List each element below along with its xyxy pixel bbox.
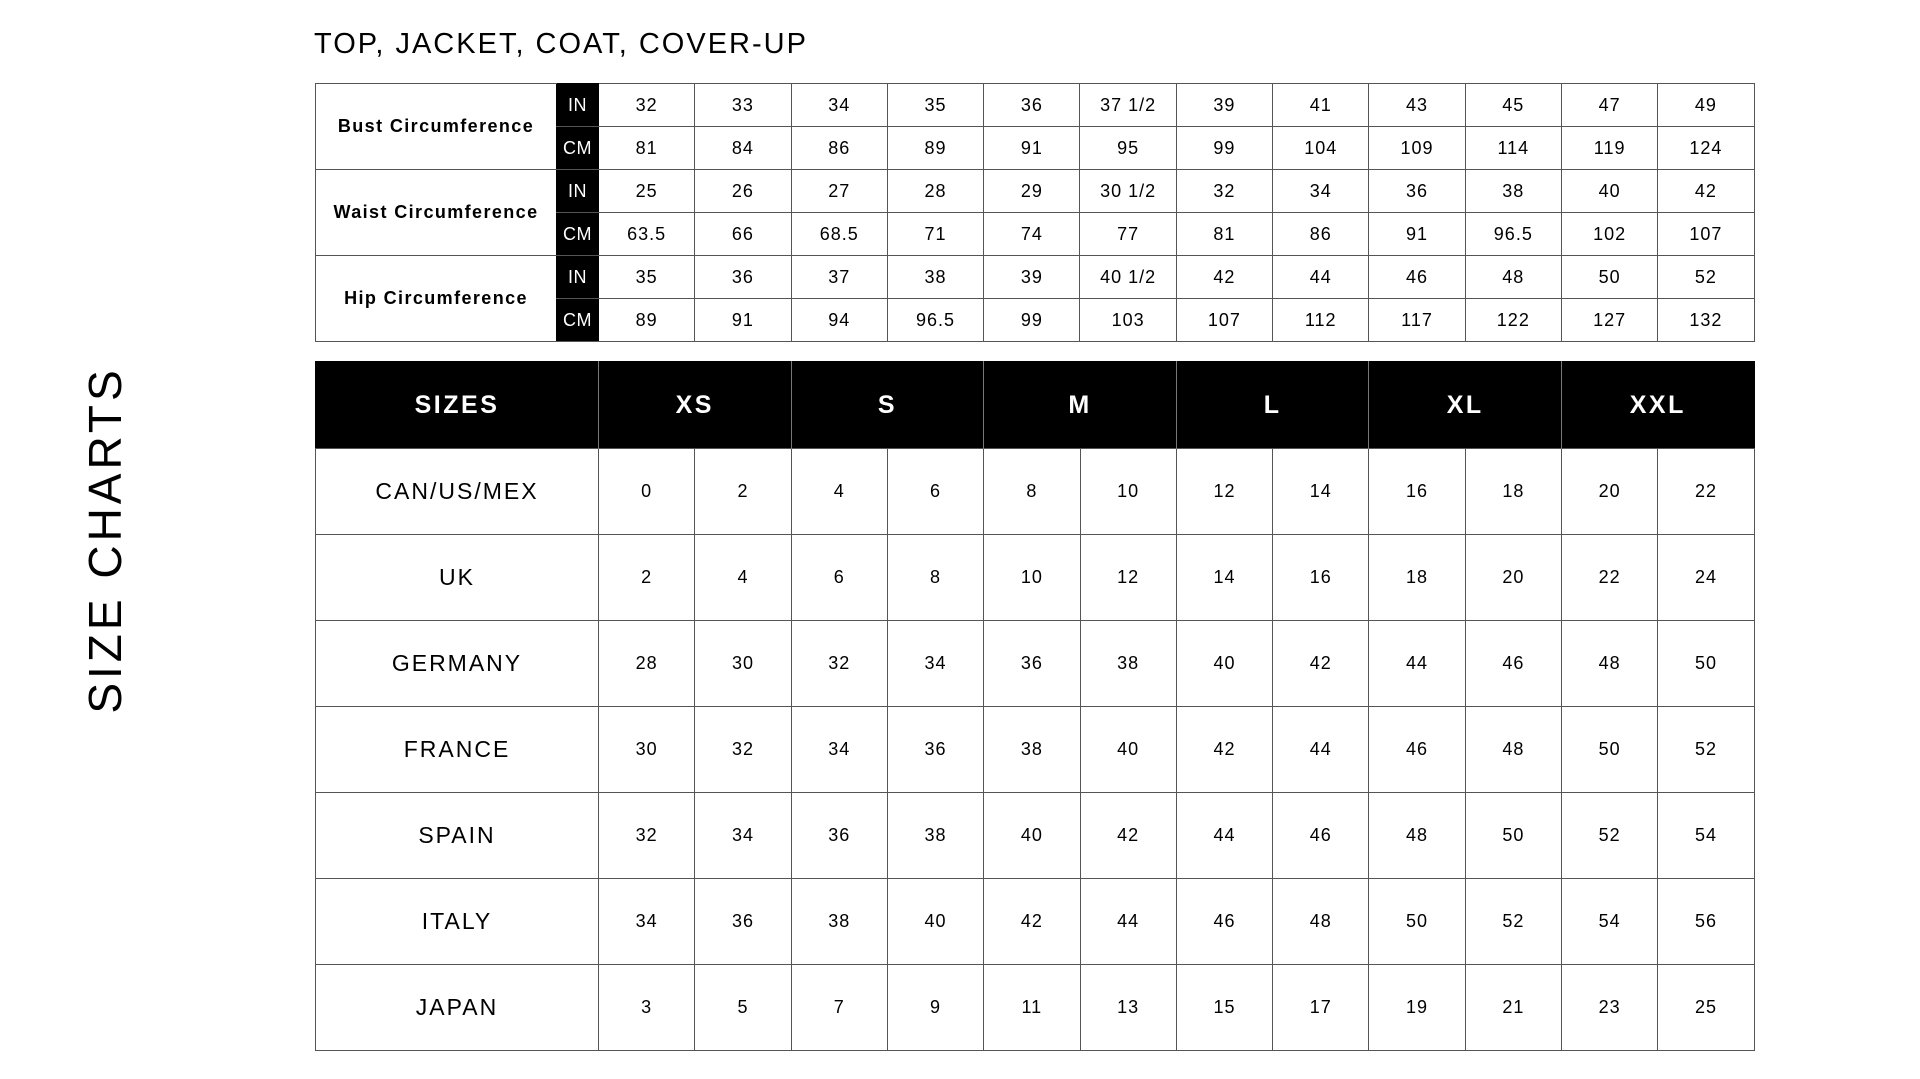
measurement-value: 36 — [984, 84, 1080, 127]
size-value: 10 — [1080, 449, 1176, 535]
measurement-value: 28 — [887, 170, 983, 213]
size-value: 30 — [695, 621, 791, 707]
size-value: 38 — [887, 793, 983, 879]
measurement-value: 33 — [695, 84, 791, 127]
measurement-value: 42 — [1176, 256, 1272, 299]
size-value: 11 — [984, 965, 1080, 1051]
measurement-value: 66 — [695, 213, 791, 256]
size-value: 19 — [1369, 965, 1465, 1051]
size-group-header: S — [791, 362, 984, 449]
document-title: TOP, JACKET, COAT, COVER-UP — [314, 28, 808, 60]
measurement-value: 107 — [1176, 299, 1272, 342]
size-value: 32 — [599, 793, 695, 879]
size-value: 48 — [1369, 793, 1465, 879]
size-value: 48 — [1465, 707, 1561, 793]
unit-badge: CM — [557, 299, 599, 342]
measurement-value: 40 1/2 — [1080, 256, 1176, 299]
measurement-row — [316, 256, 1755, 299]
size-value: 34 — [695, 793, 791, 879]
measurement-value: 96.5 — [1465, 213, 1561, 256]
measurement-value: 40 — [1561, 170, 1657, 213]
measurement-value: 39 — [984, 256, 1080, 299]
size-value: 46 — [1465, 621, 1561, 707]
size-value: 6 — [791, 535, 887, 621]
size-value: 42 — [1080, 793, 1176, 879]
size-value: 9 — [887, 965, 983, 1051]
size-group-header: L — [1176, 362, 1369, 449]
size-group-header: XXL — [1562, 362, 1755, 449]
size-value: 40 — [887, 879, 983, 965]
size-group-header: XS — [599, 362, 792, 449]
measurements-table — [315, 83, 1755, 342]
size-value: 20 — [1562, 449, 1658, 535]
unit-badge: CM — [557, 213, 599, 256]
size-value: 50 — [1562, 707, 1658, 793]
size-value: 46 — [1176, 879, 1272, 965]
size-value: 44 — [1080, 879, 1176, 965]
size-value: 46 — [1273, 793, 1369, 879]
measurement-label: Waist Circumference — [316, 170, 557, 256]
measurement-value: 114 — [1465, 127, 1561, 170]
measurement-value: 71 — [887, 213, 983, 256]
measurement-value: 29 — [984, 170, 1080, 213]
measurement-value: 42 — [1658, 170, 1754, 213]
size-value: 16 — [1369, 449, 1465, 535]
measurement-value: 50 — [1561, 256, 1657, 299]
size-value: 2 — [599, 535, 695, 621]
sizes-body — [316, 449, 1755, 1051]
country-label: SPAIN — [316, 793, 599, 879]
measurement-value: 37 — [791, 256, 887, 299]
size-value: 5 — [695, 965, 791, 1051]
measurement-value: 41 — [1273, 84, 1369, 127]
size-value: 36 — [984, 621, 1080, 707]
country-row — [316, 535, 1755, 621]
measurement-value: 25 — [599, 170, 695, 213]
size-value: 2 — [695, 449, 791, 535]
measurement-value: 124 — [1658, 127, 1754, 170]
sizes-header-label: SIZES — [316, 362, 599, 449]
size-value: 54 — [1658, 793, 1754, 879]
measurement-label: Bust Circumference — [316, 84, 557, 170]
measurement-row — [316, 84, 1755, 127]
country-row — [316, 793, 1755, 879]
measurement-value: 36 — [1369, 170, 1465, 213]
measurement-value: 119 — [1561, 127, 1657, 170]
measurement-value: 84 — [695, 127, 791, 170]
size-value: 22 — [1658, 449, 1754, 535]
measurement-value: 94 — [791, 299, 887, 342]
country-row — [316, 965, 1755, 1051]
side-title: SIZE CHARTS — [79, 366, 131, 714]
size-value: 52 — [1658, 707, 1754, 793]
size-value: 28 — [599, 621, 695, 707]
measurement-value: 91 — [984, 127, 1080, 170]
size-value: 34 — [791, 707, 887, 793]
size-value: 48 — [1273, 879, 1369, 965]
size-value: 42 — [1273, 621, 1369, 707]
size-value: 38 — [791, 879, 887, 965]
size-value: 40 — [984, 793, 1080, 879]
measurement-value: 89 — [887, 127, 983, 170]
measurement-value: 43 — [1369, 84, 1465, 127]
measurement-value: 32 — [599, 84, 695, 127]
sizes-table — [315, 361, 1755, 1051]
measurement-value: 95 — [1080, 127, 1176, 170]
measurement-value: 30 1/2 — [1080, 170, 1176, 213]
measurement-value: 127 — [1561, 299, 1657, 342]
size-value: 42 — [984, 879, 1080, 965]
size-value: 48 — [1562, 621, 1658, 707]
size-value: 7 — [791, 965, 887, 1051]
measurement-value: 38 — [887, 256, 983, 299]
measurement-value: 52 — [1658, 256, 1754, 299]
country-label: FRANCE — [316, 707, 599, 793]
measurement-value: 86 — [791, 127, 887, 170]
country-row — [316, 449, 1755, 535]
measurement-value: 99 — [984, 299, 1080, 342]
measurement-value: 37 1/2 — [1080, 84, 1176, 127]
measurement-value: 107 — [1658, 213, 1754, 256]
size-value: 23 — [1562, 965, 1658, 1051]
size-value: 40 — [1080, 707, 1176, 793]
country-label: GERMANY — [316, 621, 599, 707]
size-value: 36 — [887, 707, 983, 793]
measurement-value: 48 — [1465, 256, 1561, 299]
size-value: 17 — [1273, 965, 1369, 1051]
size-value: 14 — [1176, 535, 1272, 621]
measurement-value: 86 — [1273, 213, 1369, 256]
measurement-value: 74 — [984, 213, 1080, 256]
size-value: 4 — [695, 535, 791, 621]
country-row — [316, 879, 1755, 965]
size-value: 36 — [791, 793, 887, 879]
size-value: 44 — [1369, 621, 1465, 707]
measurement-value: 44 — [1273, 256, 1369, 299]
measurement-value: 122 — [1465, 299, 1561, 342]
measurement-value: 112 — [1273, 299, 1369, 342]
measurements-body — [316, 84, 1755, 342]
size-value: 46 — [1369, 707, 1465, 793]
measurement-value: 35 — [599, 256, 695, 299]
size-value: 20 — [1465, 535, 1561, 621]
measurement-value: 34 — [791, 84, 887, 127]
measurement-value: 132 — [1658, 299, 1754, 342]
measurement-value: 103 — [1080, 299, 1176, 342]
measurement-value: 104 — [1273, 127, 1369, 170]
size-value: 30 — [599, 707, 695, 793]
measurement-value: 91 — [695, 299, 791, 342]
unit-badge: IN — [557, 256, 599, 299]
measurement-value: 39 — [1176, 84, 1272, 127]
size-value: 44 — [1273, 707, 1369, 793]
measurement-value: 32 — [1176, 170, 1272, 213]
unit-badge: IN — [557, 84, 599, 127]
size-value: 32 — [695, 707, 791, 793]
size-value: 18 — [1465, 449, 1561, 535]
size-value: 40 — [1176, 621, 1272, 707]
size-value: 8 — [984, 449, 1080, 535]
measurement-value: 38 — [1465, 170, 1561, 213]
size-group-header: XL — [1369, 362, 1562, 449]
size-value: 8 — [887, 535, 983, 621]
unit-badge: IN — [557, 170, 599, 213]
measurement-value: 102 — [1561, 213, 1657, 256]
size-value: 32 — [791, 621, 887, 707]
size-value: 15 — [1176, 965, 1272, 1051]
measurement-value: 34 — [1273, 170, 1369, 213]
country-label: CAN/US/MEX — [316, 449, 599, 535]
size-value: 54 — [1562, 879, 1658, 965]
measurement-value: 109 — [1369, 127, 1465, 170]
size-value: 0 — [599, 449, 695, 535]
size-value: 18 — [1369, 535, 1465, 621]
size-value: 4 — [791, 449, 887, 535]
size-value: 12 — [1176, 449, 1272, 535]
measurement-value: 81 — [599, 127, 695, 170]
size-value: 44 — [1176, 793, 1272, 879]
measurement-value: 68.5 — [791, 213, 887, 256]
measurement-value: 27 — [791, 170, 887, 213]
measurement-value: 36 — [695, 256, 791, 299]
measurement-value: 91 — [1369, 213, 1465, 256]
country-label: ITALY — [316, 879, 599, 965]
size-value: 12 — [1080, 535, 1176, 621]
measurement-value: 117 — [1369, 299, 1465, 342]
measurement-value: 45 — [1465, 84, 1561, 127]
size-value: 50 — [1369, 879, 1465, 965]
measurement-value: 35 — [887, 84, 983, 127]
unit-badge: CM — [557, 127, 599, 170]
size-value: 50 — [1658, 621, 1754, 707]
size-value: 10 — [984, 535, 1080, 621]
size-value: 22 — [1562, 535, 1658, 621]
size-value: 38 — [1080, 621, 1176, 707]
country-label: UK — [316, 535, 599, 621]
measurement-value: 96.5 — [887, 299, 983, 342]
size-value: 52 — [1465, 879, 1561, 965]
measurement-row — [316, 170, 1755, 213]
size-value: 6 — [887, 449, 983, 535]
size-value: 24 — [1658, 535, 1754, 621]
size-value: 38 — [984, 707, 1080, 793]
measurement-value: 81 — [1176, 213, 1272, 256]
size-value: 13 — [1080, 965, 1176, 1051]
measurement-value: 63.5 — [599, 213, 695, 256]
size-value: 21 — [1465, 965, 1561, 1051]
sizes-header-row — [316, 362, 1755, 449]
country-label: JAPAN — [316, 965, 599, 1051]
measurement-value: 89 — [599, 299, 695, 342]
country-row — [316, 621, 1755, 707]
measurement-value: 99 — [1176, 127, 1272, 170]
size-value: 52 — [1562, 793, 1658, 879]
size-value: 36 — [695, 879, 791, 965]
measurement-value: 77 — [1080, 213, 1176, 256]
size-value: 3 — [599, 965, 695, 1051]
size-value: 34 — [887, 621, 983, 707]
measurement-value: 46 — [1369, 256, 1465, 299]
measurement-value: 49 — [1658, 84, 1754, 127]
size-value: 25 — [1658, 965, 1754, 1051]
country-row — [316, 707, 1755, 793]
size-value: 42 — [1176, 707, 1272, 793]
size-value: 50 — [1465, 793, 1561, 879]
size-value: 56 — [1658, 879, 1754, 965]
size-value: 34 — [599, 879, 695, 965]
measurement-value: 26 — [695, 170, 791, 213]
size-group-header: M — [984, 362, 1177, 449]
measurement-value: 47 — [1561, 84, 1657, 127]
size-value: 16 — [1273, 535, 1369, 621]
measurement-label: Hip Circumference — [316, 256, 557, 342]
size-value: 14 — [1273, 449, 1369, 535]
